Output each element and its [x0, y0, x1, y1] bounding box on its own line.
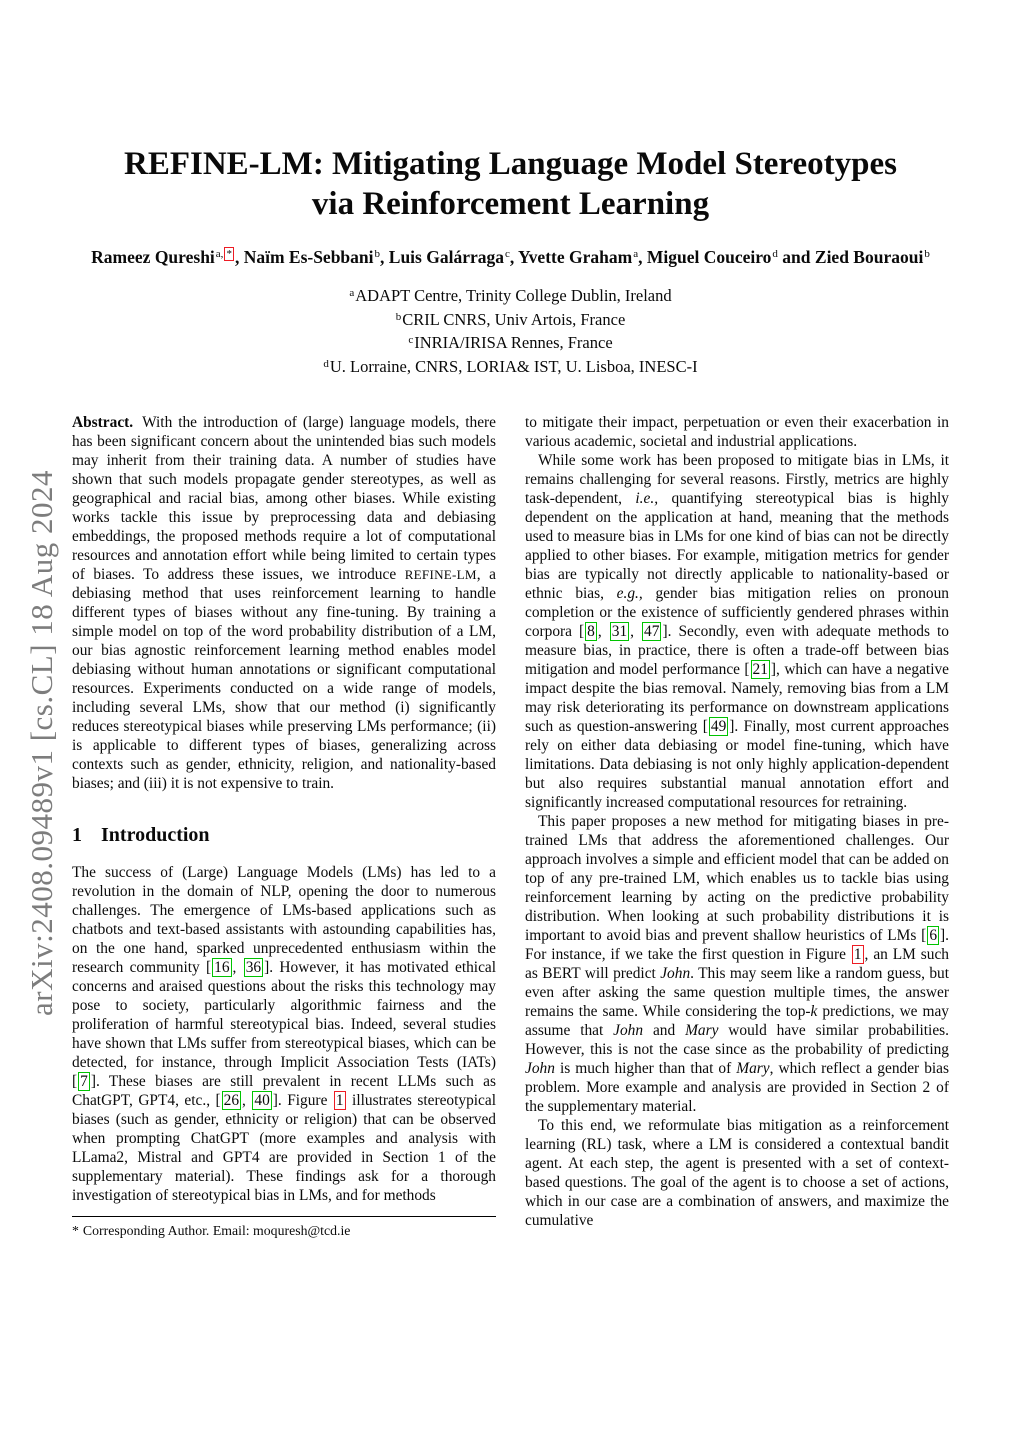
text-run: To this end, we reformulate bias mitigation as a reinforcement learning (RL) task, where a LM is considered a contextual bandit agent. At each step, the agent is presented with a set of context-based questions. The goal of the agent is to choose a set of actions, which in our case are a combination of answers, and maximize the cumulative	[525, 1117, 949, 1229]
body-paragraph	[525, 1116, 949, 1230]
citation-link[interactable]: 8	[587, 623, 595, 640]
text-run: b	[374, 248, 381, 260]
text-run: John	[660, 965, 691, 982]
text-run: ,	[597, 623, 609, 640]
text-run: This paper proposes a new method for mitigating biases in pre-trained LMs that address the aforementioned challenges. Our approach involves a simple and efficient model that can be added on top of any pre-trained LM, which enables us to tackle bias using reinforcement learning by acting on the predictive probability distribution. When looking at such probability distributions it is important to avoid bias and prevent shallow heuristics of LMs [	[525, 813, 949, 944]
text-run: , a debiasing method that uses reinforcement learning to handle different types of biases without any fine-tuning. By training a simple model on top of the word probability distribution of a LM, our bias agnostic reinforcement learning method enables model debiasing without human annotations or significant computational resources. Experiments conducted on a wide range of models, including several LMs, show that our method (i) significantly reduces stereotypical biases while preserving LMs performance; (ii) is applicable to different types of biases, generalizing across contexts such as gender, ethnicity, religion, and nationality-based biases; and (iii) it is not expensive to train.	[72, 566, 496, 792]
section-heading-introduction	[72, 823, 496, 847]
text-run: ]. Secondly, even with adequate methods to measure bias, in practice, there is often a trade-off between bias mitigation and model performance [	[525, 623, 949, 678]
affiliation-line	[72, 330, 949, 354]
text-run: would have similar probabilities. However, this is not the case since as the probability of predicting	[525, 1022, 949, 1058]
text-run: ]. Figure	[272, 1092, 333, 1109]
text-run: Rameez Qureshi	[91, 247, 215, 267]
footnote-text: Corresponding Author. Email: moquresh@tcd.ie	[82, 1223, 351, 1238]
citation-link[interactable]: 36	[245, 959, 262, 976]
affiliation-superscript: c	[408, 334, 414, 346]
text-run: is much higher than that of	[554, 1060, 737, 1077]
authors-line	[72, 243, 949, 269]
text-run: ,	[380, 247, 389, 267]
affiliation-text: INRIA/IRISA Rennes, France	[414, 333, 613, 352]
text-run: REFINE-LM	[404, 567, 477, 582]
affiliation-superscript: a	[349, 287, 355, 299]
arxiv-watermark: arXiv:2408.09489v1 [cs.CL] 18 Aug 2024	[24, 470, 59, 1016]
citation-link[interactable]: 21	[752, 661, 768, 678]
affiliation-text: ADAPT Centre, Trinity College Dublin, Ireland	[355, 286, 672, 305]
figure-ref-link[interactable]: 1	[335, 1092, 344, 1109]
citation-link[interactable]: 26	[223, 1092, 240, 1109]
text-run: k	[810, 1003, 818, 1020]
text-run: Luis Galárraga	[388, 247, 504, 267]
text-run: Naïm Es-Sebbani	[243, 247, 374, 267]
left-column	[72, 413, 496, 1239]
affiliation-line	[72, 307, 949, 331]
citation-link[interactable]: 16	[214, 959, 230, 976]
text-run: c	[504, 248, 510, 260]
text-run: ,	[242, 1092, 252, 1109]
text-run: . This may seem like a random guess, but even after asking the same question multiple times, the answer remains the same. While considering the top-	[525, 965, 949, 1020]
text-run: Miguel Couceiro	[646, 247, 772, 267]
text-run: ,	[232, 959, 243, 976]
citation-link[interactable]: 40	[254, 1092, 270, 1109]
text-run: John	[525, 1060, 555, 1077]
citation-link[interactable]: 49	[710, 718, 727, 735]
figure-ref-link[interactable]: 1	[853, 946, 862, 963]
text-run: Yvette Graham	[517, 247, 633, 267]
right-column	[525, 413, 949, 1239]
text-run: , which reflect a gender bias problem. More example and analysis are provided in Section 2 of the supplementary material.	[525, 1060, 950, 1115]
text-run: , an LM such as BERT will predict	[525, 946, 950, 982]
body-paragraph	[72, 863, 496, 1205]
text-run: ,	[234, 247, 244, 267]
text-run: d	[772, 248, 778, 260]
paper-title-line-1: REFINE-LM: Mitigating Language Model Stereotypes	[123, 146, 897, 182]
body-paragraph	[525, 812, 949, 1116]
text-run: i.e.,	[635, 490, 659, 507]
body-paragraph	[525, 451, 949, 812]
abstract-paragraph	[72, 413, 496, 793]
text-run: predictions, we may assume that	[525, 1003, 949, 1039]
text-run: ]. Finally, most current approaches rely on either data debiasing or model fine-tuning, which have limitations. Data debiasing is not only highly application-dependent but also requires substantial manual annotation effort and significantly increased computational resources for retraining.	[525, 718, 949, 811]
text-run: a,	[215, 248, 224, 260]
text-run: a	[633, 248, 639, 260]
affiliation-line	[72, 354, 949, 378]
abstract-label: Abstract.	[72, 414, 134, 431]
text-run: gender bias mitigation relies on pronoun completion or the existence of sufficiently gendered phrases within corpora [	[525, 585, 949, 640]
affiliation-superscript: b	[395, 310, 402, 323]
citation-link[interactable]: 6	[929, 927, 938, 944]
text-run: to mitigate their impact, perpetuation or even their exacerbation in various academic, societal and industrial applications.	[525, 414, 949, 450]
text-run: The success of (Large) Language Models (LMs) has led to a revolution in the domain of NLP, opening the door to numerous challenges. The emergence of LMs-based applications such as chatbots and text-based assistants with astounding capabilities has, on the one hand, sparked unprecedented enthusiasm within the research community [	[72, 864, 496, 976]
citation-link[interactable]: 31	[611, 623, 628, 640]
text-run: e.g.,	[616, 585, 643, 602]
text-run: quantifying stereotypical bias is highly dependent on the application at hand, meaning that the methods used to measure bias in LMs for one kind of bias can not be directly applied to other biases. For example, mitigation metrics for gender bias are typically not directly applicable to nationality-based or ethnic bias,	[525, 490, 949, 602]
affiliation-line	[72, 283, 949, 307]
text-run: John	[613, 1022, 644, 1039]
footnote-divider	[72, 1216, 496, 1217]
citation-link[interactable]: 47	[644, 623, 660, 640]
citation-link[interactable]: 7	[80, 1073, 88, 1090]
text-run: and	[777, 247, 815, 267]
text-run: ]. However, it has motivated ethical concerns and araised questions about the risks this technology may pose to society, particularly algorithmic fairness and the proliferation of harmful stereotypical bias. Indeed, several studies have shown that LMs suffer from stereotypical biases, which can be detected, for instance, through Implicit Association Tests (IATs) [	[72, 959, 497, 1090]
text-run: Mary	[685, 1022, 719, 1039]
two-column-body	[72, 413, 949, 1239]
text-run: ,	[638, 247, 647, 267]
footnote-corresponding-author	[72, 1222, 496, 1239]
text-run: ], which can have a negative impact despite the bias removal. Namely, removing bias from a LM may risk deteriorating its performance on downstream applications such as question-answering [	[525, 661, 949, 735]
text-run: illustrates stereotypical biases (such as gender, ethnicity or religion) that can be observed when prompting ChatGPT (more examples and analysis with LLama2, Mistral and GPT4 are provided in Section 1 of the supplementary material). These findings ask for a thorough investigation of stereotypical bias in LMs, and for methods	[72, 1092, 496, 1204]
corresponding-author-link[interactable]: *	[226, 248, 232, 260]
paper-title	[72, 144, 949, 224]
affiliations-block	[72, 283, 949, 377]
body-paragraph	[525, 413, 949, 451]
text-run: While some work has been proposed to mitigate bias in LMs, it remains challenging for several reasons. Firstly, metrics are highly task-dependent,	[525, 452, 949, 507]
section-title: Introduction	[101, 824, 210, 846]
paper-title-line-2: via Reinforcement Learning	[311, 186, 710, 222]
text-run: b	[924, 248, 930, 260]
text-run: ,	[509, 247, 518, 267]
text-run: With the introduction of (large) language models, there has been significant concern about the unintended bias such models may inherit from their training data. A number of studies have shown that such models propagate gender stereotypes, as well as geographical and racial bias, among other biases. While existing works tackle this issue by preprocessing data and debiasing embeddings, the proposed methods require a lot of computational resources and annotation effort while being limited to certain types of biases. To address these issues, we introduce	[72, 414, 496, 583]
text-run: ]. These biases are still prevalent in recent LLMs such as ChatGPT, GPT4, etc., [	[72, 1073, 496, 1109]
text-run: Mary	[736, 1060, 770, 1077]
text-run: ,	[630, 623, 642, 640]
text-run: and	[643, 1022, 686, 1039]
text-run: ]. For instance, if we take the first question in Figure	[525, 927, 949, 963]
page-content	[72, 0, 949, 1239]
section-number: 1	[72, 824, 82, 846]
affiliation-text: CRIL CNRS, Univ Artois, France	[402, 309, 626, 329]
affiliation-superscript: d	[323, 357, 329, 370]
affiliation-text: U. Lorraine, CNRS, LORIA& IST, U. Lisboa, INESC-I	[329, 356, 698, 376]
footnote-marker: *	[72, 1223, 79, 1238]
text-run: Zied Bouraoui	[814, 247, 924, 267]
